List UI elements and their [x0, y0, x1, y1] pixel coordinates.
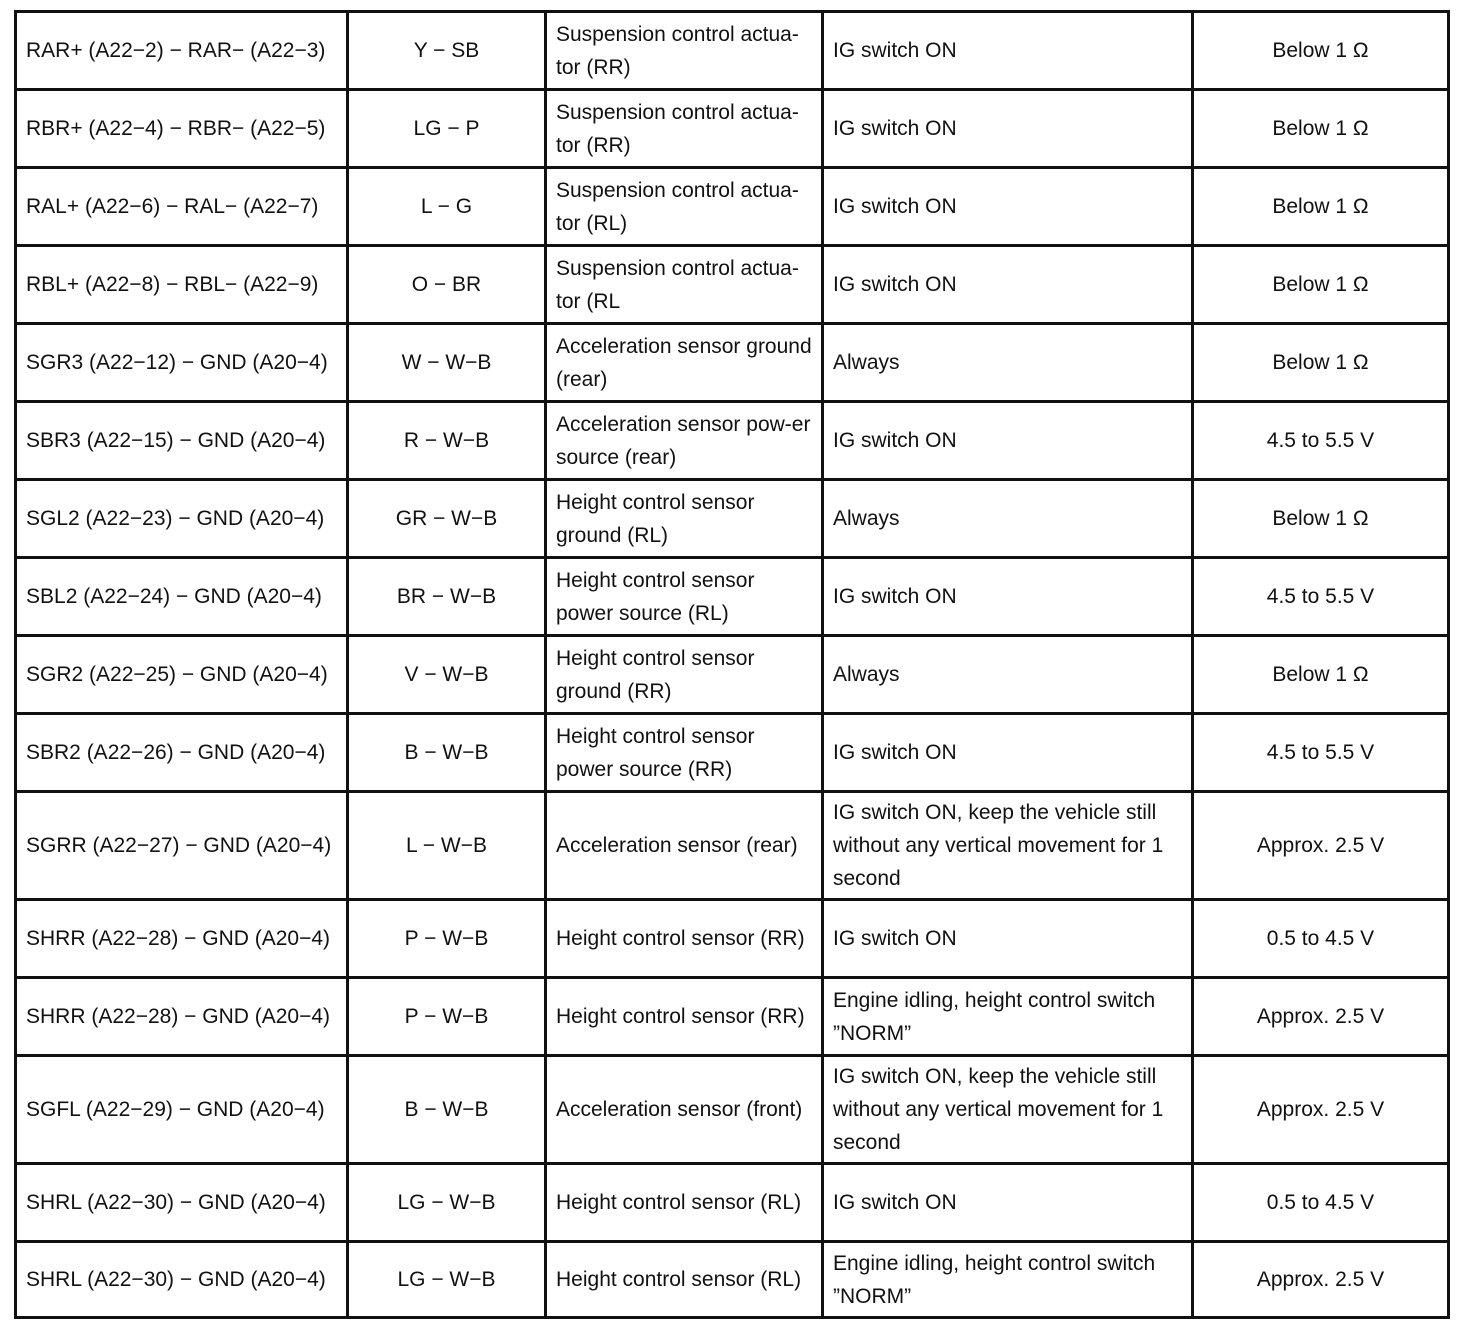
- wiring-color-cell: L − G: [348, 168, 546, 246]
- wiring-color-cell: O − BR: [348, 246, 546, 324]
- condition-cell: Always: [823, 324, 1193, 402]
- wiring-color-cell: V − W−B: [348, 636, 546, 714]
- wiring-color-cell: GR − W−B: [348, 480, 546, 558]
- specified-condition-cell: Below 1 Ω: [1193, 246, 1449, 324]
- wiring-color-cell: R − W−B: [348, 402, 546, 480]
- wiring-color-cell: P − W−B: [348, 900, 546, 978]
- condition-cell: IG switch ON, keep the vehicle still without any vertical movement for 1 second: [823, 1056, 1193, 1164]
- condition-cell: IG switch ON: [823, 558, 1193, 636]
- terminal-cell: SGR2 (A22−25) − GND (A20−4): [16, 636, 348, 714]
- terminal-cell: SHRR (A22−28) − GND (A20−4): [16, 900, 348, 978]
- specified-condition-cell: 0.5 to 4.5 V: [1193, 1164, 1449, 1242]
- table-row: [16, 402, 1449, 480]
- terminal-cell: SGRR (A22−27) − GND (A20−4): [16, 792, 348, 900]
- specified-condition-cell: Below 1 Ω: [1193, 90, 1449, 168]
- terminal-cell: RAL+ (A22−6) − RAL− (A22−7): [16, 168, 348, 246]
- wiring-color-cell: W − W−B: [348, 324, 546, 402]
- description-cell: Acceleration sensor ground (rear): [546, 324, 823, 402]
- specified-condition-cell: Below 1 Ω: [1193, 480, 1449, 558]
- table-row: [16, 12, 1449, 90]
- terminal-cell: SHRL (A22−30) − GND (A20−4): [16, 1242, 348, 1318]
- terminal-cell: SHRL (A22−30) − GND (A20−4): [16, 1164, 348, 1242]
- table-row: [16, 90, 1449, 168]
- description-cell: Suspension control actua-tor (RR): [546, 90, 823, 168]
- table-row: [16, 168, 1449, 246]
- description-cell: Height control sensor ground (RR): [546, 636, 823, 714]
- terminal-cell: SGR3 (A22−12) − GND (A20−4): [16, 324, 348, 402]
- wiring-color-cell: LG − W−B: [348, 1164, 546, 1242]
- condition-cell: IG switch ON: [823, 90, 1193, 168]
- wiring-color-cell: L − W−B: [348, 792, 546, 900]
- description-cell: Height control sensor (RL): [546, 1242, 823, 1318]
- condition-cell: Engine idling, height control switch ”NORM”: [823, 978, 1193, 1056]
- condition-cell: IG switch ON: [823, 246, 1193, 324]
- description-cell: Height control sensor (RL): [546, 1164, 823, 1242]
- description-cell: Height control sensor (RR): [546, 900, 823, 978]
- wiring-color-cell: BR − W−B: [348, 558, 546, 636]
- specified-condition-cell: Approx. 2.5 V: [1193, 1056, 1449, 1164]
- condition-cell: IG switch ON, keep the vehicle still without any vertical movement for 1 second: [823, 792, 1193, 900]
- terminal-cell: RBR+ (A22−4) − RBR− (A22−5): [16, 90, 348, 168]
- condition-cell: IG switch ON: [823, 168, 1193, 246]
- wiring-color-cell: Y − SB: [348, 12, 546, 90]
- description-cell: Height control sensor ground (RL): [546, 480, 823, 558]
- terminal-cell: SHRR (A22−28) − GND (A20−4): [16, 978, 348, 1056]
- terminal-cell: SGL2 (A22−23) − GND (A20−4): [16, 480, 348, 558]
- table-row: [16, 1056, 1449, 1164]
- wiring-color-cell: LG − P: [348, 90, 546, 168]
- description-cell: Acceleration sensor (rear): [546, 792, 823, 900]
- terminal-cell: SBL2 (A22−24) − GND (A20−4): [16, 558, 348, 636]
- condition-cell: IG switch ON: [823, 1164, 1193, 1242]
- condition-cell: IG switch ON: [823, 900, 1193, 978]
- wiring-color-cell: P − W−B: [348, 978, 546, 1056]
- condition-cell: Always: [823, 480, 1193, 558]
- table-row: [16, 978, 1449, 1056]
- wiring-color-cell: B − W−B: [348, 1056, 546, 1164]
- table-row: [16, 1242, 1449, 1318]
- wiring-color-cell: LG − W−B: [348, 1242, 546, 1318]
- specified-condition-cell: Approx. 2.5 V: [1193, 1242, 1449, 1318]
- specified-condition-cell: Approx. 2.5 V: [1193, 978, 1449, 1056]
- specified-condition-cell: 4.5 to 5.5 V: [1193, 402, 1449, 480]
- description-cell: Suspension control actua-tor (RR): [546, 12, 823, 90]
- terminal-cell: RAR+ (A22−2) − RAR− (A22−3): [16, 12, 348, 90]
- condition-cell: IG switch ON: [823, 12, 1193, 90]
- wiring-color-cell: B − W−B: [348, 714, 546, 792]
- condition-cell: Engine idling, height control switch ”NORM”: [823, 1242, 1193, 1318]
- description-cell: Acceleration sensor pow-er source (rear): [546, 402, 823, 480]
- table-row: [16, 1164, 1449, 1242]
- table-row: [16, 792, 1449, 900]
- specified-condition-cell: 4.5 to 5.5 V: [1193, 714, 1449, 792]
- specified-condition-cell: Below 1 Ω: [1193, 168, 1449, 246]
- description-cell: Acceleration sensor (front): [546, 1056, 823, 1164]
- condition-cell: Always: [823, 636, 1193, 714]
- description-cell: Height control sensor power source (RR): [546, 714, 823, 792]
- specified-condition-cell: 0.5 to 4.5 V: [1193, 900, 1449, 978]
- specified-condition-cell: Approx. 2.5 V: [1193, 792, 1449, 900]
- description-cell: Height control sensor (RR): [546, 978, 823, 1056]
- terminal-cell: SGFL (A22−29) − GND (A20−4): [16, 1056, 348, 1164]
- table-row: [16, 558, 1449, 636]
- table-body: [16, 12, 1449, 1318]
- terminal-cell: RBL+ (A22−8) − RBL− (A22−9): [16, 246, 348, 324]
- table-row: [16, 246, 1449, 324]
- table-row: [16, 636, 1449, 714]
- condition-cell: IG switch ON: [823, 714, 1193, 792]
- table-row: [16, 714, 1449, 792]
- specified-condition-cell: Below 1 Ω: [1193, 636, 1449, 714]
- table-row: [16, 900, 1449, 978]
- description-cell: Height control sensor power source (RL): [546, 558, 823, 636]
- description-cell: Suspension control actua-tor (RL): [546, 168, 823, 246]
- table-row: [16, 480, 1449, 558]
- condition-cell: IG switch ON: [823, 402, 1193, 480]
- description-cell: Suspension control actua-tor (RL: [546, 246, 823, 324]
- specified-condition-cell: Below 1 Ω: [1193, 12, 1449, 90]
- terminal-cell: SBR2 (A22−26) − GND (A20−4): [16, 714, 348, 792]
- specified-condition-cell: Below 1 Ω: [1193, 324, 1449, 402]
- terminal-cell: SBR3 (A22−15) − GND (A20−4): [16, 402, 348, 480]
- specified-condition-cell: 4.5 to 5.5 V: [1193, 558, 1449, 636]
- terminal-check-table: [14, 10, 1450, 1319]
- table-row: [16, 324, 1449, 402]
